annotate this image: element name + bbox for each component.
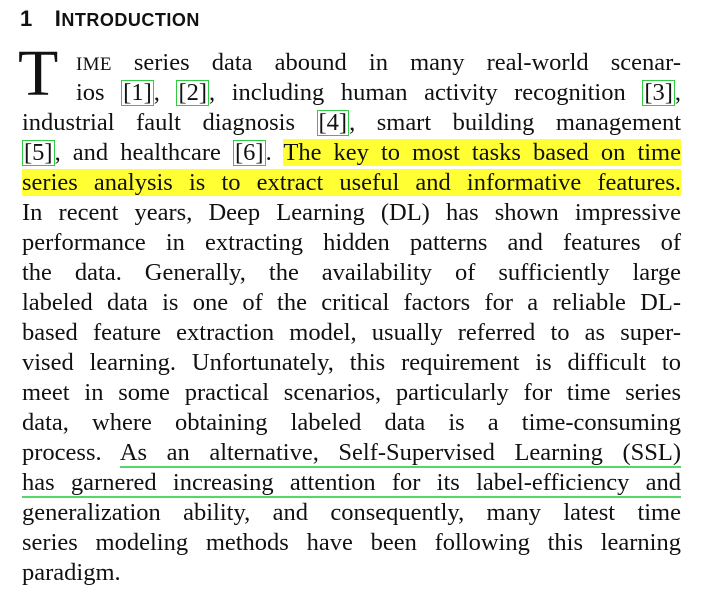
text-line-3: industrial fault diagnosis [4], smart building management [22,109,681,136]
smallcaps-text: IME [76,54,112,75]
section-number: 1 [20,6,33,31]
text-line-10: based feature extraction model, usually referred to as super- [22,319,681,346]
text-line-4: [5], and healthcare [6]. The key to most tasks based on time [24,139,681,166]
text-line-6: In recent years, Deep Learning (DL) has shown impressive [22,199,681,226]
citation-link-6[interactable]: [6] [235,139,264,166]
drop-cap: T [18,37,59,110]
text-line-12: meet in some practical scenarios, particularly for time series [22,379,681,406]
highlighted-text: series analysis is to extract useful and informative features. [22,169,681,196]
text-line-5 [22,168,681,198]
citation-link-2[interactable]: [2] [178,79,208,106]
text-line-15 [22,468,681,498]
text-line-16: generalization ability, and consequently, many latest time [22,499,681,526]
highlighted-text: The key to most tasks based on time [283,139,681,166]
text-line-9: labeled data is one of the critical factors for a reliable DL- [22,289,681,316]
citation-link-5[interactable]: [5] [24,139,53,166]
text-line-7: performance in extracting hidden patterns and features of [22,229,681,256]
text-line-8: the data. Generally, the availability of sufficiently large [22,259,681,286]
citation-link-1[interactable]: [1] [123,79,152,106]
underlined-text: As an alternative, Self-Supervised Learning (SSL) [119,439,682,466]
section-title-initial: I [54,6,62,31]
citation-link-3[interactable]: [3] [644,79,673,106]
section-title-rest: NTRODUCTION [61,10,200,30]
text-line-2: ios [1], [2], including human activity recognition [3], [76,79,682,106]
text-line-1: IME series data abound in many real-world scenar- [76,49,681,76]
underlined-text: has garnered increasing attention for its label-efficiency and [22,469,681,496]
text-line-13: data, where obtaining labeled data is a time-consuming [22,409,681,436]
section-heading [20,6,200,32]
citation-link-4[interactable]: [4] [318,109,348,136]
text-line-14: process. As an alternative, Self-Supervised Learning (SSL) [22,439,682,466]
text-line-17: series modeling methods have been following this learning [22,529,681,556]
text-line-11: vised learning. Unfortunately, this requirement is difficult to [22,349,681,376]
text-line-18: paradigm. [22,559,121,586]
